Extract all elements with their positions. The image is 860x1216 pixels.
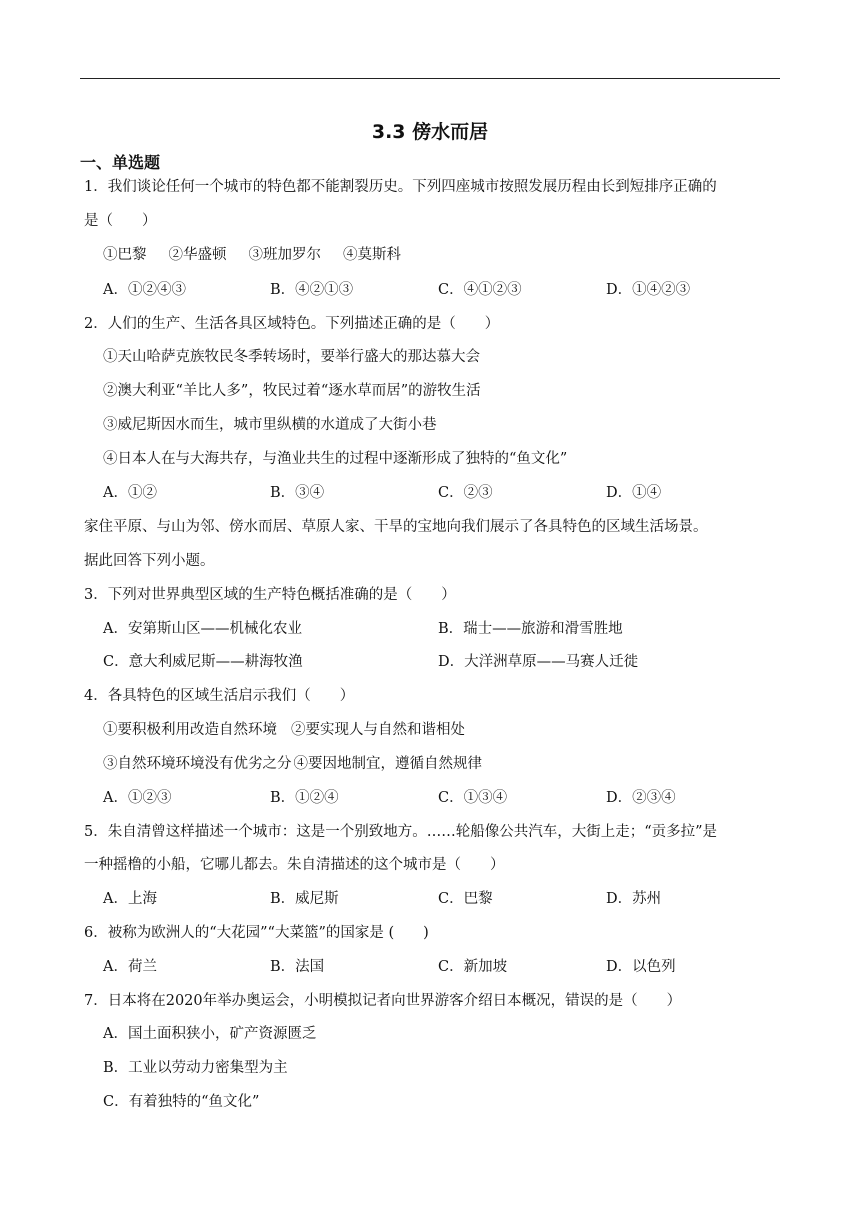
question-1-option-b: B．④②①③ [270,282,354,298]
header-rule [80,78,780,79]
question-2-option-c: C．②③ [438,485,493,501]
question-4-items-row2 [103,754,504,774]
question-6-option-a: A．荷兰 [103,959,157,975]
question-4-option-c: C．①③④ [438,790,508,806]
reading-passage: 家住平原、与山为邻、傍水而居、草原人家、干旱的宝地向我们展示了各具特色的区域生活场景。 [84,519,708,535]
question-6-option-b: B．法国 [270,959,325,975]
question-1-stem: 1．我们谈论任何一个城市的特色都不能割裂历史。下列四座城市按照发展历程由长到短排序正确的 [84,179,717,195]
question-6-option-c: C．新加坡 [438,959,508,975]
question-4-stem: 4．各具特色的区域生活启示我们（ ） [84,688,355,704]
question-7-option-a: A．国土面积狭小，矿产资源匮乏 [103,1026,317,1042]
question-4-item: ②要实现人与自然和谐相处 [291,722,465,738]
question-3-option-a: A．安第斯山区——机械化农业 [103,621,302,637]
question-2-item: ④日本人在与大海共存，与渔业共生的过程中逐渐形成了独特的“鱼文化” [103,451,568,467]
question-3-option-c: C．意大利威尼斯——耕海牧渔 [103,654,303,670]
question-7-option-c: C．有着独特的“鱼文化” [103,1094,260,1110]
question-2-item: ②澳大利亚“羊比人多”，牧民过着“逐水草而居”的游牧生活 [103,383,481,399]
section-heading: 一、单选题 [80,153,161,172]
question-5-option-d: D．苏州 [606,891,662,907]
page-title: 3.3 傍水而居 [371,121,489,143]
question-3-option-b: B．瑞士——旅游和滑雪胜地 [438,621,623,637]
question-5-stem: 5．朱自清曾这样描述一个城市：这是一个别致地方。……轮船像公共汽车，大街上走；“贡多拉”是 [84,824,718,840]
question-1-item: ④莫斯科 [343,247,401,263]
question-1-item: ①巴黎 [103,247,147,263]
question-6-option-d: D．以色列 [606,959,676,975]
question-2-option-a: A．①② [103,485,157,501]
question-5-stem-cont: 一种摇橹的小船，它哪儿都去。朱自清描述的这个城市是（ ） [84,857,505,873]
question-5-option-c: C．巴黎 [438,891,493,907]
question-2-option-d: D．①④ [606,485,662,501]
question-3-stem: 3．下列对世界典型区域的生产特色概括准确的是（ ） [84,587,456,603]
question-3-option-d: D．大洋洲草原——马赛人迁徙 [438,654,639,670]
question-1-item: ③班加罗尔 [248,247,321,263]
question-6-stem: 6．被称为欧洲人的“大花园”“大菜篮”的国家是 ( ) [84,925,429,941]
question-2-item: ③威尼斯因水而生，城市里纵横的水道成了大街小巷 [103,417,437,433]
question-4-option-d: D．②③④ [606,790,676,806]
question-4-option-a: A．①②③ [103,790,172,806]
question-5-option-b: B．威尼斯 [270,891,339,907]
question-1-items [103,245,423,265]
question-4-item: ④要因地制宜，遵循自然规律 [293,756,482,772]
question-1-option-a: A．①②④③ [103,282,186,298]
question-1-option-c: C．④①②③ [438,282,522,298]
question-2-option-b: B．③④ [270,485,325,501]
question-4-item: ③自然环境环境没有优劣之分 [103,756,292,772]
question-4-items-row1 [103,720,487,740]
question-7-option-b: B．工业以劳动力密集型为主 [103,1060,288,1076]
question-2-item: ①天山哈萨克族牧民冬季转场时，要举行盛大的那达慕大会 [103,349,480,365]
question-5-option-a: A．上海 [103,891,157,907]
question-1-stem-cont: 是（ ） [84,213,157,229]
question-7-stem: 7．日本将在2020年举办奥运会，小明模拟记者向世界游客介绍日本概况，错误的是（ ） [84,993,682,1009]
reading-passage-cont: 据此回答下列小题。 [84,553,215,569]
question-1-item: ②华盛顿 [168,247,227,263]
question-2-stem: 2．人们的生产、生活各具区域特色。下列描述正确的是（ ） [84,316,500,332]
question-1-option-d: D．①④②③ [606,282,691,298]
question-4-option-b: B．①②④ [270,790,339,806]
question-4-item: ①要积极利用改造自然环境 [103,722,277,738]
